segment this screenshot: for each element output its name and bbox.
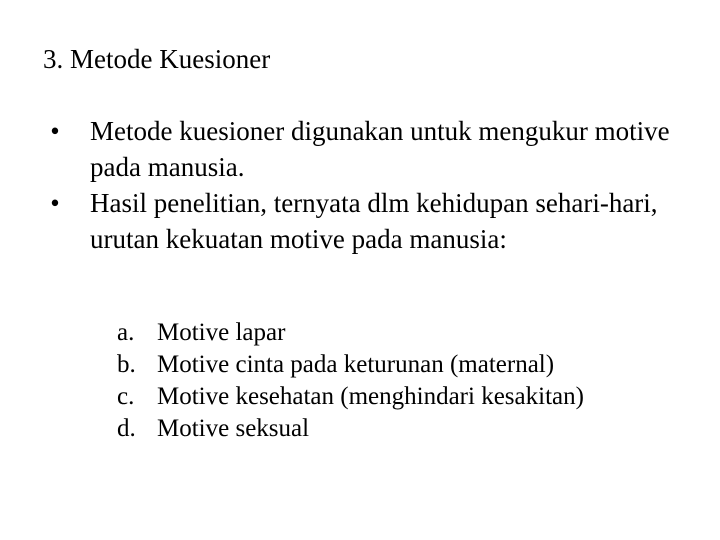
bullet-marker: • [50,188,60,218]
sub-list-text: Motive seksual [157,415,310,442]
sub-list-item [117,413,584,445]
sub-list-marker: b. [117,351,136,378]
sub-list-marker: a. [117,319,135,346]
bullet-item [40,113,680,185]
sub-list-item [117,381,584,413]
slide-title: 3. Metode Kuesioner [43,44,271,74]
bullet-text: Metode kuesioner digunakan untuk mengukur motive pada manusia. [90,116,670,182]
sub-list-text: Motive kesehatan (menghindari kesakitan) [157,383,584,410]
bullet-marker: • [50,116,60,146]
sub-list-item [117,317,584,349]
sub-list-text: Motive lapar [157,319,286,346]
bullet-text: Hasil penelitian, ternyata dlm kehidupan sehari-hari, urutan kekuatan motive pada manusia: [90,188,658,254]
sub-list-marker: d. [117,415,136,442]
bullet-list [40,113,680,257]
sub-list-marker: c. [117,383,135,410]
sub-list [117,317,584,445]
sub-list-text: Motive cinta pada keturunan (maternal) [157,351,555,378]
sub-list-item [117,349,584,381]
bullet-item [40,185,680,257]
